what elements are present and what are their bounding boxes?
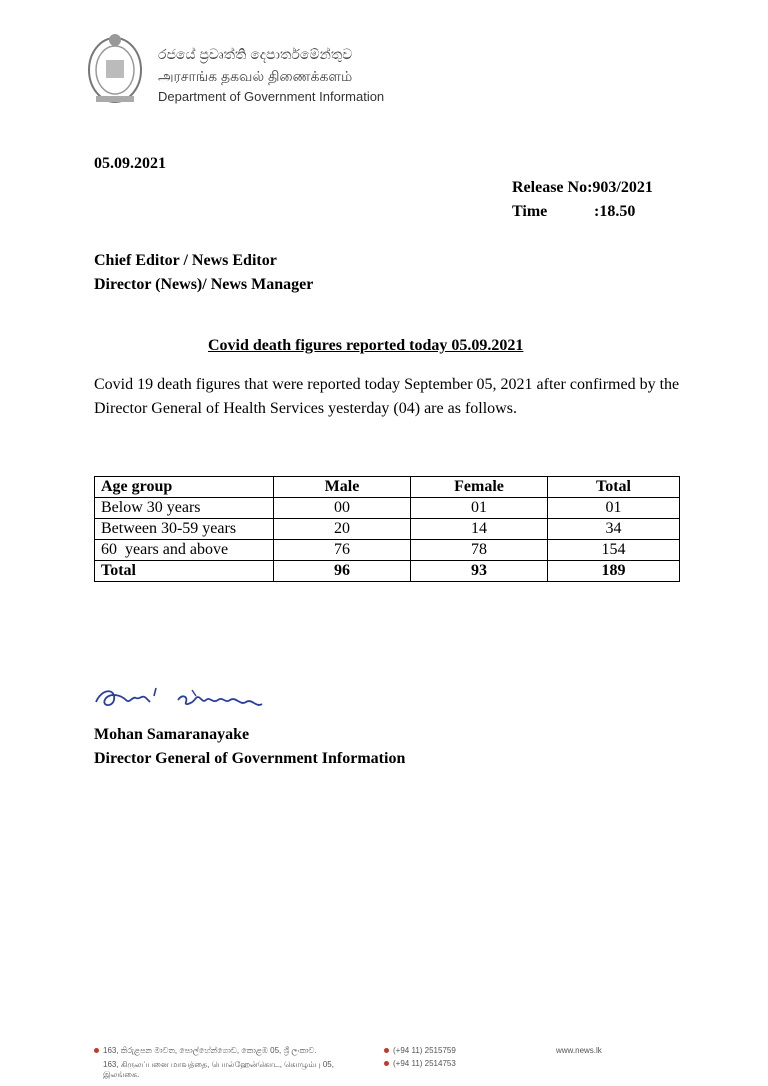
- cell-total: 154: [548, 540, 680, 561]
- table-header-row: [95, 477, 680, 498]
- letterhead-english: Department of Government Information: [158, 89, 385, 104]
- footer-address-sinhala: 163, කිරුළපන මාවත, පොල්හේන්ගොඩ, කොළඹ 05, ශ්‍රී ලංකාව.: [94, 1046, 354, 1056]
- cell-male: 20: [274, 519, 411, 540]
- cell-female: 78: [411, 540, 548, 561]
- cell-male: 00: [274, 498, 411, 519]
- total-female: 93: [411, 561, 548, 582]
- total-male: 96: [274, 561, 411, 582]
- cell-total: 01: [548, 498, 680, 519]
- table-row: [95, 540, 680, 561]
- release-number: Release No:903/2021: [512, 179, 653, 196]
- footer-address-tamil: 163, கிருலப்பனை மாவத்தை, பொல்ஹேன்கொட, கொழும்பு 05, இலங்கை.: [103, 1060, 334, 1079]
- release-heading: Covid death figures reported today 05.09.2021: [208, 337, 524, 354]
- recipient-line-2: Director (News)/ News Manager: [94, 276, 314, 293]
- cell-female: 01: [411, 498, 548, 519]
- cell-total: 34: [548, 519, 680, 540]
- death-figures-table: [94, 476, 680, 582]
- bullet-icon: [94, 1048, 99, 1053]
- cell-female: 14: [411, 519, 548, 540]
- release-body-text: Covid 19 death figures that were reported today September 05, 2021 after confirmed by the Director General of Health Services yesterday (04) are as follows.: [94, 376, 680, 417]
- release-time-value: :18.50: [594, 203, 636, 220]
- cell-male: 76: [274, 540, 411, 561]
- header-total: Total: [548, 477, 680, 498]
- letterhead-tamil: அரசாங்க தகவல் திணைக்களம்: [158, 68, 353, 84]
- emblem-icon: [84, 30, 146, 106]
- footer-phone-1: (+94 11) 2515759: [384, 1046, 456, 1055]
- cell-age-group: Between 30-59 years: [95, 519, 274, 540]
- release-time-label: Time: [512, 203, 548, 220]
- header-male: Male: [274, 477, 411, 498]
- recipient-line-1: Chief Editor / News Editor: [94, 252, 277, 269]
- government-emblem: [84, 30, 146, 106]
- cell-age-group: 60 years and above: [95, 540, 274, 561]
- footer-address: [94, 1046, 354, 1080]
- total-label: Total: [95, 561, 274, 582]
- signatory-title: Director General of Government Information: [94, 750, 406, 767]
- phone-icon: [384, 1048, 389, 1053]
- cell-age-group: Below 30 years: [95, 498, 274, 519]
- footer-phone-2: (+94 11) 2514753: [384, 1059, 456, 1068]
- table-row: [95, 498, 680, 519]
- total-overall: 189: [548, 561, 680, 582]
- letterhead-sinhala: රජයේ ප්‍රවෘත්ති දෙපාර්තමේන්තුව: [158, 46, 353, 62]
- handwritten-signature: [92, 682, 268, 718]
- fax-icon: [384, 1061, 389, 1066]
- table-row: [95, 519, 680, 540]
- header-female: Female: [411, 477, 548, 498]
- table-total-row: [95, 561, 680, 582]
- header-age-group: Age group: [95, 477, 274, 498]
- document-date: 05.09.2021: [94, 155, 166, 172]
- footer-website: www.news.lk: [556, 1046, 602, 1055]
- footer-phones: [384, 1046, 456, 1068]
- signatory-name: Mohan Samaranayake: [94, 726, 250, 743]
